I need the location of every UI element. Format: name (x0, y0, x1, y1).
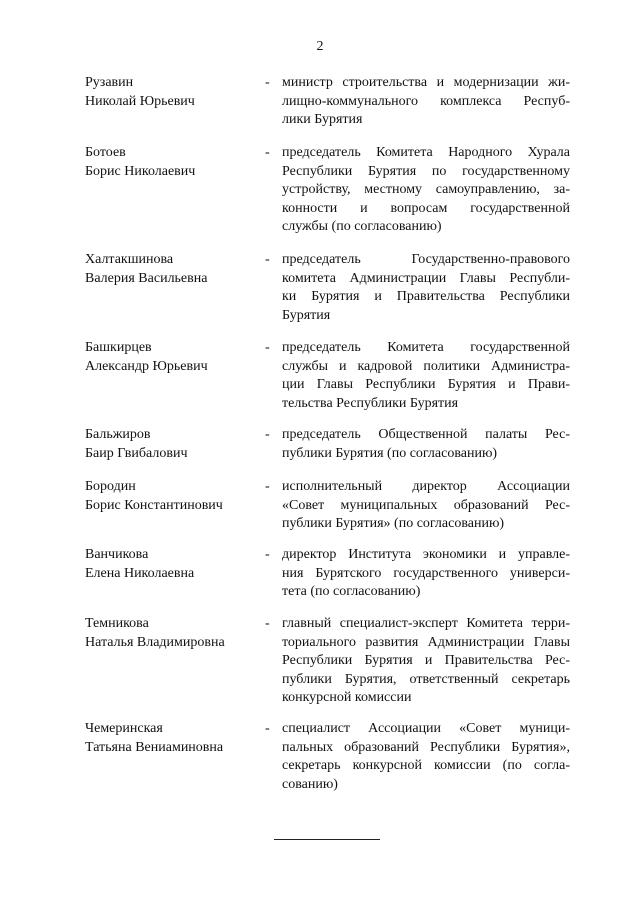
member-name (85, 546, 255, 583)
role-line: комитета Администрации Главы Республи- (282, 270, 570, 286)
member-given-names: Елена Николаевна (85, 565, 195, 581)
role-line: председатель Комитета Народного Хурала (282, 145, 570, 160)
member-role (282, 144, 570, 237)
member-given-names: Татьяна Вениаминовна (85, 739, 224, 755)
role-line: специалист Ассоциации «Совет муници- (282, 721, 570, 736)
member-role (282, 615, 570, 708)
member-name (85, 426, 255, 463)
member-surname: Чемеринская (85, 721, 163, 736)
role-line: тета (по согласованию) (282, 584, 421, 599)
role-line: ториального развития Администрации Главы (282, 634, 570, 650)
role-line: пальных образований Республики Бурятия», (282, 739, 570, 755)
member-name (85, 339, 255, 376)
member-given-names: Александр Юрьевич (85, 358, 208, 374)
member-surname: Башкирцев (85, 340, 152, 355)
role-line: «Совет муниципальных образований Рес- (282, 497, 570, 513)
member-given-names: Валерия Васильевна (85, 270, 208, 286)
role-line: директор Института экономики и управле- (282, 547, 570, 562)
role-line: конности и вопросам государственной (282, 200, 570, 216)
member-name (85, 615, 255, 652)
role-line: ки Бурятия и Правительства Республики (282, 289, 570, 304)
member-name (85, 251, 255, 288)
member-dash: - (265, 721, 270, 736)
member-role (282, 251, 570, 325)
role-line: устройству, местному самоуправлению, за- (282, 182, 570, 197)
member-surname: Бальжиров (85, 427, 151, 442)
member-role (282, 426, 570, 463)
member-role (282, 74, 570, 130)
member-surname: Ботоев (85, 145, 126, 160)
role-line: министр строительства и модернизации жи- (282, 75, 570, 90)
role-line: секретарь конкурсной комиссии (по согла- (282, 758, 570, 773)
role-line: председатель Общественной палаты Рес- (282, 427, 570, 442)
role-line: лики Бурятия (282, 112, 363, 127)
member-name (85, 720, 255, 757)
role-line: службы (по согласованию) (282, 219, 442, 234)
role-line: председатель Комитета государственной (282, 340, 570, 355)
end-of-list-rule (274, 839, 380, 840)
member-given-names: Борис Константинович (85, 497, 223, 513)
member-dash: - (265, 616, 270, 631)
role-line: публики Бурятия, ответственный секретарь (282, 671, 570, 687)
member-surname: Ванчикова (85, 547, 149, 562)
member-surname: Бородин (85, 479, 136, 494)
member-role (282, 339, 570, 413)
member-name (85, 144, 255, 181)
member-dash: - (265, 75, 270, 90)
role-line: ции Главы Республики Бурятия и Прави- (282, 377, 570, 392)
member-surname: Халтакшинова (85, 252, 174, 267)
member-dash: - (265, 479, 270, 494)
member-role (282, 720, 570, 794)
role-line: службы и кадровой политики Администра- (282, 358, 570, 374)
member-dash: - (265, 340, 270, 355)
role-line: главный специалист-эксперт Комитета терри- (282, 616, 570, 631)
member-dash: - (265, 427, 270, 442)
member-dash: - (265, 547, 270, 562)
member-given-names: Баир Гвибалович (85, 445, 188, 461)
role-line: тельства Республики Бурятия (282, 395, 459, 411)
role-line: сованию) (282, 776, 338, 792)
role-line: Бурятия (282, 307, 331, 323)
role-line: Республики Бурятия и Правительства Рес- (282, 653, 570, 668)
role-line: ния Бурятского государственного универси- (282, 565, 570, 581)
role-line: публики Бурятия» (по согласованию) (282, 516, 505, 531)
member-given-names: Наталья Владимировна (85, 634, 225, 650)
role-line: председатель Государственно-правового (282, 252, 570, 267)
role-line: Республики Бурятия по государственному (282, 163, 570, 179)
member-surname: Темникова (85, 616, 149, 631)
role-line: конкурсной комиссии (282, 690, 412, 705)
member-role (282, 546, 570, 602)
role-line: лищно-коммунального комплекса Респуб- (282, 93, 570, 109)
member-given-names: Борис Николаевич (85, 163, 196, 179)
page-number: 2 (316, 39, 324, 54)
member-name (85, 478, 255, 515)
role-line: публики Бурятия (по согласованию) (282, 445, 498, 461)
member-given-names: Николай Юрьевич (85, 93, 195, 109)
member-surname: Рузавин (85, 75, 134, 90)
member-name (85, 74, 255, 111)
member-dash: - (265, 252, 270, 267)
member-role (282, 478, 570, 534)
member-dash: - (265, 145, 270, 160)
role-line: исполнительный директор Ассоциации (282, 479, 570, 494)
